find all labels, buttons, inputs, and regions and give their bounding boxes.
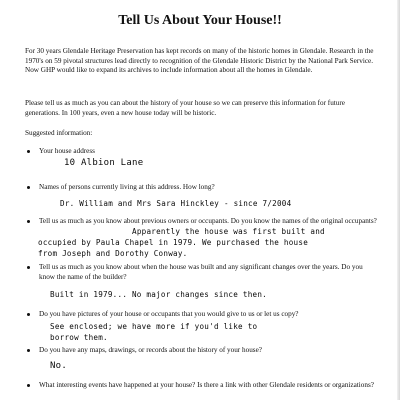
question-text: Do you have pictures of your house or occupants that you would give to us or let us copy? <box>39 310 299 318</box>
bullet-icon <box>27 220 30 223</box>
answer-built[interactable]: Built in 1979... No major changes since then. <box>50 290 267 299</box>
answer-pictures-line-2[interactable]: borrow them. <box>50 333 108 342</box>
question-text: Your house address <box>39 147 95 155</box>
question-text: What interesting events have happened at your house? Is there a link with other Glendale residents or organizations? <box>39 381 374 389</box>
answer-previous-owners-line-1[interactable]: Apparently the house was first built and <box>132 227 325 236</box>
answer-address[interactable]: 10 Albion Lane <box>64 158 144 168</box>
question-text: Do you have any maps, drawings, or records about the history of your house? <box>39 346 262 354</box>
answer-pictures-line-1[interactable]: See enclosed; we have more if you'd like to <box>50 322 258 331</box>
page-title: Tell Us About Your House!! <box>118 13 282 28</box>
question-text: Tell us as much as you know about previous owners or occupants. Do you know the names of the original occupants? <box>39 217 377 225</box>
bullet-icon <box>27 384 30 387</box>
bullet-icon <box>27 186 30 189</box>
bullet-icon <box>27 150 30 153</box>
suggested-heading: Suggested information: <box>25 129 93 137</box>
request-paragraph: Please tell us as much as you can about the history of your house so we can preserve this information for future generations. In 100 years, even a new house today will be historic. <box>25 99 345 117</box>
intro-paragraph: For 30 years Glendale Heritage Preservation has kept records on many of the historic homes in Glendale. Research in the 1970's on 59 pivotal structures lead directly to recognition of the Glendale Historic District by the National Park Service. Now GHP would like to expand its archives to include information about all the homes in Glendale. <box>25 47 374 75</box>
answer-previous-owners-line-3[interactable]: from Joseph and Dorothy Conway. <box>38 249 188 258</box>
answer-maps[interactable]: No. <box>50 361 68 371</box>
answer-previous-owners-line-2[interactable]: occupied by Paula Chapel in 1979. We purchased the house <box>38 238 309 247</box>
bullet-icon <box>27 349 30 352</box>
bullet-icon <box>27 266 30 269</box>
question-text: Tell us as much as you know about when the house was built and any significant changes over the years. Do you know the name of the builder? <box>39 263 363 281</box>
answer-occupants[interactable]: Dr. William and Mrs Sara Hinckley - since 7/2004 <box>60 199 292 208</box>
question-text: Names of persons currently living at this address. How long? <box>39 183 215 191</box>
bullet-icon <box>27 313 30 316</box>
